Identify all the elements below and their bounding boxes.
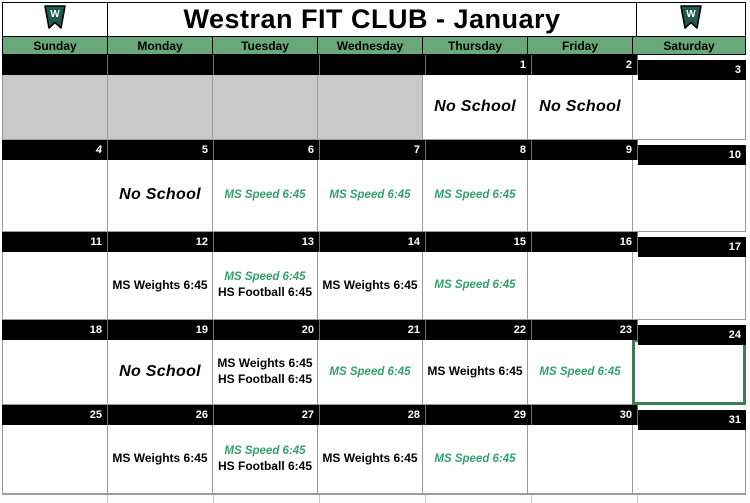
date-bar-cell[interactable]: [638, 405, 746, 425]
calendar-grid: [2, 55, 746, 494]
date-number: 7: [413, 144, 420, 156]
date-number: [2, 55, 107, 75]
saturday-date-bar: [638, 237, 746, 257]
date-number: 29: [513, 409, 526, 421]
weekday-header-friday: Friday: [527, 37, 633, 54]
date-number: 16: [619, 236, 632, 248]
day-cell[interactable]: [107, 75, 213, 140]
date-number: [320, 55, 425, 75]
date-number: 31: [728, 414, 741, 426]
day-cell-27[interactable]: [212, 425, 318, 494]
event-label: MS Speed 6:45: [434, 452, 516, 465]
date-bar-cell[interactable]: [532, 232, 638, 252]
weekday-header-tuesday: Tuesday: [212, 37, 318, 54]
event-label: HS Football 6:45: [217, 285, 312, 300]
date-bar-cell[interactable]: [214, 140, 320, 160]
day-cell-23[interactable]: [527, 340, 633, 405]
date-number: 10: [728, 149, 741, 161]
date-bar-cell[interactable]: [638, 55, 746, 75]
weekday-header-monday: Monday: [107, 37, 213, 54]
date-bar-cell[interactable]: [532, 55, 638, 75]
date-bar-cell[interactable]: [532, 405, 638, 425]
day-cell-18[interactable]: [2, 340, 108, 405]
selected-day-cell[interactable]: [632, 340, 746, 405]
date-bar-cell[interactable]: [320, 140, 426, 160]
date-bar-cell[interactable]: [108, 405, 214, 425]
day-cell-31[interactable]: [632, 425, 746, 494]
day-cell-5[interactable]: [107, 160, 213, 232]
day-cell-20[interactable]: [212, 340, 318, 405]
date-number: 19: [195, 324, 208, 336]
next-week-cell-sliver: [320, 495, 426, 503]
date-bar-cell[interactable]: [214, 55, 320, 75]
date-bar-cell[interactable]: [426, 320, 532, 340]
date-bar-cell[interactable]: [2, 55, 108, 75]
date-bar-cell[interactable]: [532, 320, 638, 340]
date-number: 9: [625, 144, 632, 156]
day-cell-2[interactable]: [527, 75, 633, 140]
date-number: 1: [519, 59, 526, 71]
day-cell-17[interactable]: [632, 252, 746, 320]
day-cell-7[interactable]: [317, 160, 423, 232]
day-cell-25[interactable]: [2, 425, 108, 494]
event-label: MS Speed 6:45: [539, 365, 621, 378]
day-cell-26[interactable]: [107, 425, 213, 494]
date-number: 24: [728, 329, 741, 341]
svg-text:W: W: [50, 9, 60, 20]
event-label: No School: [434, 97, 516, 115]
date-bar-cell[interactable]: [2, 320, 108, 340]
date-bar-cell[interactable]: [108, 55, 214, 75]
date-number: 11: [90, 236, 102, 248]
saturday-date-bar: [638, 60, 746, 80]
date-bar-cell[interactable]: [214, 232, 320, 252]
day-cell-15[interactable]: [422, 252, 528, 320]
next-week-cell-sliver: [426, 495, 532, 503]
date-bar-cell[interactable]: [638, 320, 746, 340]
date-number: 8: [519, 144, 526, 156]
next-week-cell-sliver: [108, 495, 214, 503]
weekday-header-sunday: Sunday: [2, 37, 108, 54]
day-cell-4[interactable]: [2, 160, 108, 232]
title-row: [2, 2, 746, 36]
date-number: 13: [301, 236, 314, 248]
date-number: 30: [619, 409, 632, 421]
saturday-date-bar: [638, 325, 746, 345]
next-week-cell-sliver: [638, 495, 746, 503]
event-label: HS Football 6:45: [217, 372, 312, 386]
event-label: MS Speed 6:45: [224, 271, 306, 284]
event-label: MS Weights 6:45: [217, 356, 313, 371]
event-label: HS Football 6:45: [217, 458, 312, 473]
event-label: MS Speed 6:45: [434, 189, 516, 202]
weekday-header-saturday: Saturday: [632, 37, 746, 54]
date-number: 6: [307, 144, 314, 156]
day-cell-14[interactable]: [317, 252, 423, 320]
day-cell-8[interactable]: [422, 160, 528, 232]
day-cell-11[interactable]: [2, 252, 108, 320]
date-bar-cell[interactable]: [108, 232, 214, 252]
date-bar-cell[interactable]: [426, 140, 532, 160]
day-cell-29[interactable]: [422, 425, 528, 494]
date-bar-cell[interactable]: [320, 232, 426, 252]
day-cell-1[interactable]: [422, 75, 528, 140]
saturday-date-bar: [638, 145, 746, 165]
date-number: 5: [201, 144, 208, 156]
date-number: 28: [407, 409, 420, 421]
page-title: Westran FIT CLUB - January: [108, 2, 636, 36]
date-bar-cell[interactable]: [320, 55, 426, 75]
pennant-w-icon: [43, 5, 67, 34]
date-number: 26: [195, 409, 208, 421]
event-label: No School: [539, 97, 621, 115]
date-bar-cell[interactable]: [214, 405, 320, 425]
date-number: 12: [195, 236, 208, 248]
event-label: MS Weights 6:45: [322, 451, 418, 466]
event-label: MS Speed 6:45: [329, 365, 411, 378]
date-number: [214, 55, 319, 75]
date-bar-cell[interactable]: [2, 405, 108, 425]
event-label: MS Weights 6:45: [322, 277, 418, 292]
date-number: 14: [407, 236, 420, 248]
date-bar-cell[interactable]: [426, 405, 532, 425]
event-label: No School: [119, 362, 201, 380]
date-number: 18: [89, 324, 102, 336]
event-label: No School: [119, 186, 201, 204]
date-bar-cell[interactable]: [320, 405, 426, 425]
date-number: 25: [89, 409, 102, 421]
day-cell[interactable]: [212, 75, 318, 140]
event-label: MS Weights 6:45: [112, 277, 208, 292]
svg-text:W: W: [686, 9, 696, 20]
day-cell-16[interactable]: [527, 252, 633, 320]
date-number: 2: [625, 59, 632, 71]
event-label: MS Speed 6:45: [224, 444, 306, 457]
event-label: MS Speed 6:45: [224, 189, 306, 202]
day-cell-21[interactable]: [317, 340, 423, 405]
date-bar-cell[interactable]: [638, 140, 746, 160]
day-cell-6[interactable]: [212, 160, 318, 232]
next-row-sliver: [2, 494, 746, 503]
pennant-w-icon: [679, 5, 703, 34]
day-cell[interactable]: [2, 75, 108, 140]
weekday-header-row: [2, 36, 746, 55]
date-number: 23: [619, 324, 632, 336]
date-bar-cell[interactable]: [2, 140, 108, 160]
date-bar-cell[interactable]: [426, 232, 532, 252]
day-cell-30[interactable]: [527, 425, 633, 494]
weekday-header-wednesday: Wednesday: [317, 37, 423, 54]
date-bar-cell[interactable]: [108, 320, 214, 340]
day-cell-28[interactable]: [317, 425, 423, 494]
day-cell-3[interactable]: [632, 75, 746, 140]
day-cell[interactable]: [317, 75, 423, 140]
date-bar-cell[interactable]: [108, 140, 214, 160]
date-number: 4: [95, 144, 102, 156]
day-cell-9[interactable]: [527, 160, 633, 232]
date-bar-cell[interactable]: [638, 232, 746, 252]
event-label: MS Weights 6:45: [112, 451, 208, 466]
weekday-header-thursday: Thursday: [422, 37, 528, 54]
date-bar-cell[interactable]: [320, 320, 426, 340]
day-cell-22[interactable]: [422, 340, 528, 405]
date-number: 22: [513, 324, 526, 336]
event-label: MS Weights 6:45: [427, 364, 523, 379]
day-cell-19[interactable]: [107, 340, 213, 405]
date-number: 21: [407, 324, 420, 336]
event-label: MS Speed 6:45: [434, 279, 516, 292]
event-label: MS Speed 6:45: [329, 189, 411, 202]
day-cell-13[interactable]: [212, 252, 318, 320]
date-bar-cell[interactable]: [532, 140, 638, 160]
date-bar-cell[interactable]: [426, 55, 532, 75]
day-cell-10[interactable]: [632, 160, 746, 232]
date-number: [108, 55, 213, 75]
school-logo-left: [2, 2, 108, 36]
date-number: 17: [728, 241, 741, 253]
date-number: 20: [301, 324, 314, 336]
date-number: 3: [734, 64, 741, 76]
next-week-cell-sliver: [532, 495, 638, 503]
day-cell-12[interactable]: [107, 252, 213, 320]
date-bar-cell[interactable]: [2, 232, 108, 252]
date-number: 27: [301, 409, 314, 421]
date-bar-cell[interactable]: [214, 320, 320, 340]
next-week-cell-sliver: [214, 495, 320, 503]
school-logo-right: [636, 2, 746, 36]
next-week-cell-sliver: [2, 495, 108, 503]
saturday-date-bar: [638, 410, 746, 430]
date-number: 15: [513, 236, 526, 248]
